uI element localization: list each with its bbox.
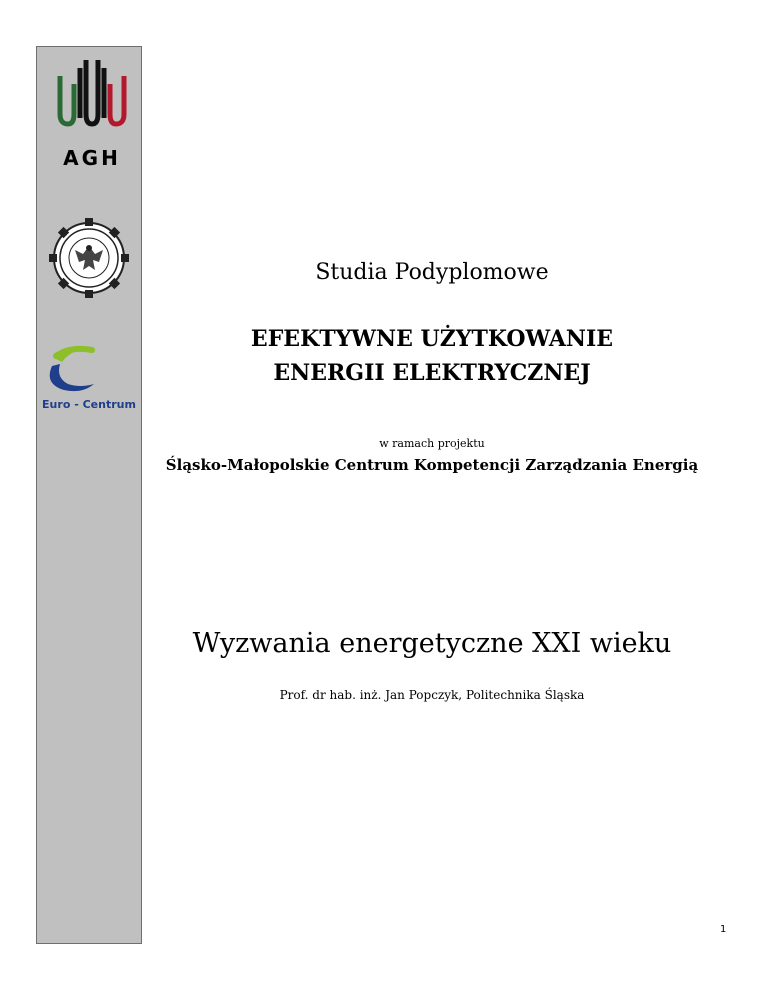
- politechnika-slaska-logo: [44, 218, 134, 298]
- agh-logo: [52, 56, 132, 174]
- sidebar-panel: [36, 46, 142, 944]
- euro-centrum-logo-text: Euro - Centrum: [42, 398, 136, 411]
- page-number: 1: [720, 924, 727, 935]
- course-title-line-1: EFEKTYWNE UŻYTKOWANIE: [250, 326, 614, 352]
- agh-emblem-icon: [52, 56, 132, 146]
- euro-centrum-swoosh-icon: [36, 340, 142, 396]
- project-name: Śląsko-Małopolskie Centrum Kompetencji Zarządzania Energią: [165, 456, 699, 474]
- author-line: Prof. dr hab. inż. Jan Popczyk, Politechnika Śląska: [279, 688, 585, 702]
- agh-logo-text: AGH: [63, 146, 121, 170]
- course-title-line-2: ENERGII ELEKTRYCZNEJ: [273, 360, 591, 386]
- gear-eagle-emblem-icon: [44, 218, 134, 298]
- euro-centrum-logo: [36, 340, 142, 420]
- course-title: [142, 322, 722, 390]
- program-type: Studia Podyplomowe: [315, 260, 549, 285]
- title-page-content: [142, 0, 732, 994]
- lecture-title: Wyzwania energetyczne XXI wieku: [192, 628, 672, 659]
- project-intro: w ramach projektu: [379, 437, 485, 450]
